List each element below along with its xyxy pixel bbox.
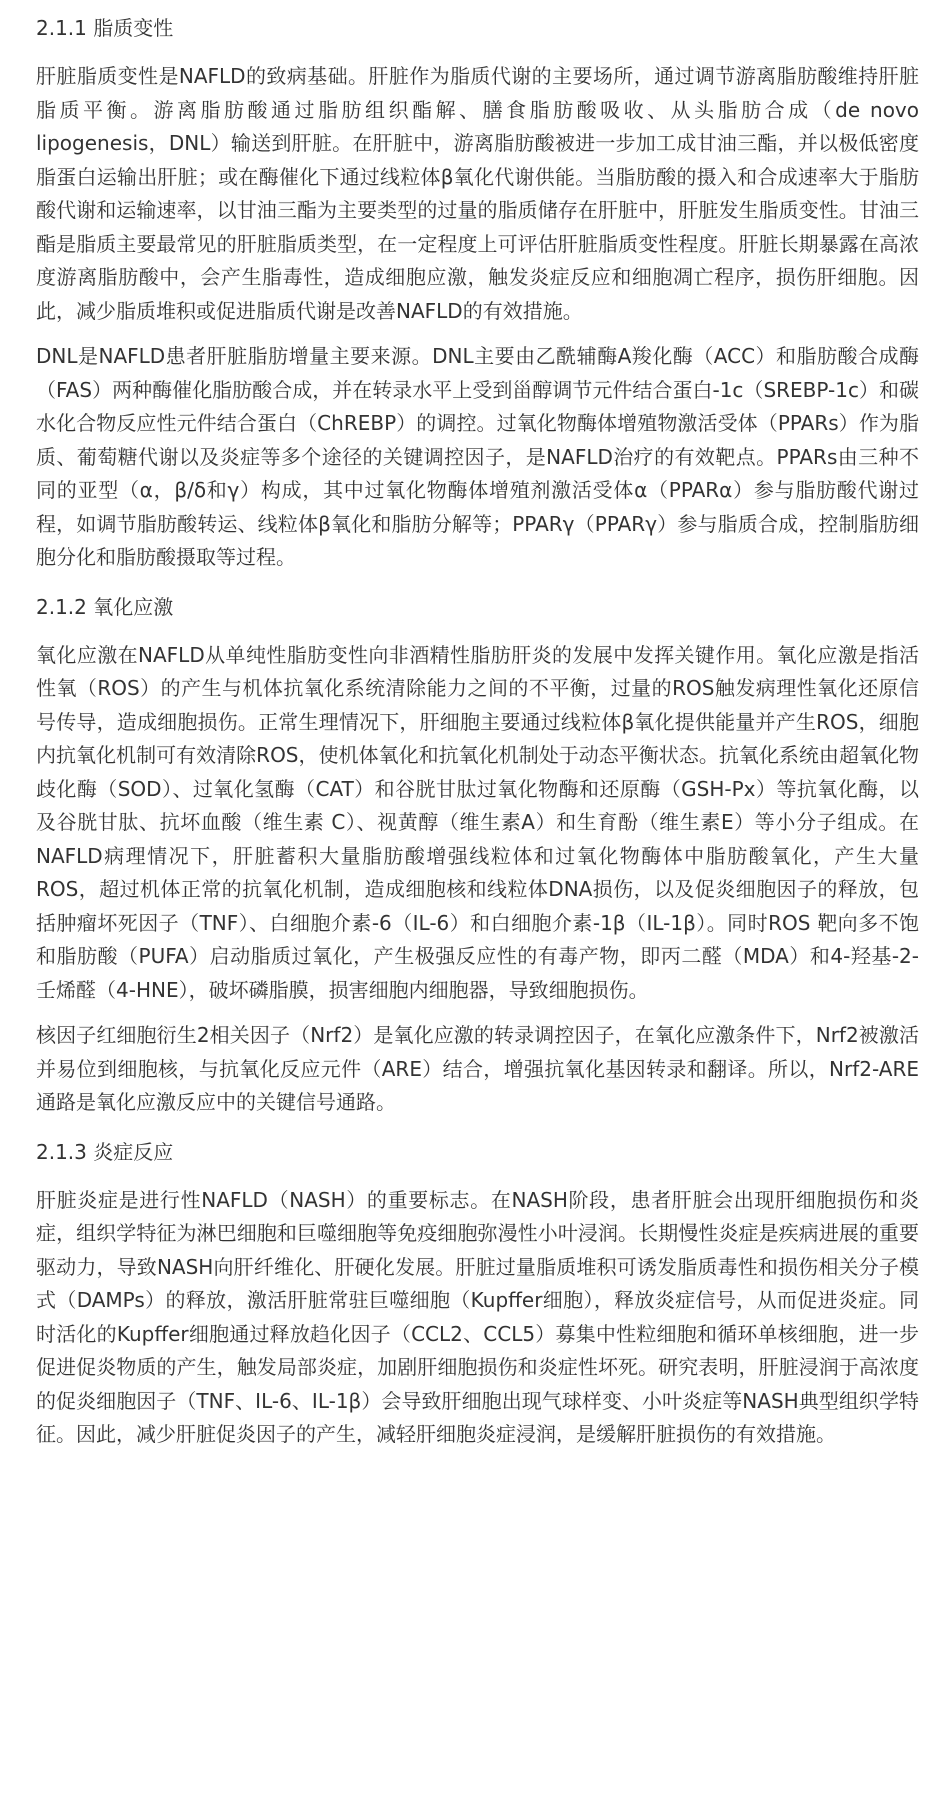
paragraph: 肝脏炎症是进行性NAFLD（NASH）的重要标志。在NASH阶段，患者肝脏会出现肝细胞损伤和炎症，组织学特征为淋巴细胞和巨噬细胞等免疫细胞弥漫性小叶浸润。长期慢性炎症是疾病进展的重要驱动力，导致NASH向肝纤维化、肝硬化发展。肝脏过量脂质堆积可诱发脂质毒性和损伤相关分子模式（DAMPs）的释放，激活肝脏常驻巨噬细胞（Kupffer细胞），释放炎症信号，从而促进炎症。同时活化的Kupffer细胞通过释放趋化因子（CCL2、CCL5）募集中性粒细胞和循环单核细胞，进一步促进促炎物质的产生，触发局部炎症，加剧肝细胞损伤和炎症性坏死。研究表明，肝脏浸润于高浓度的促炎细胞因子（TNF、IL-6、IL-1β）会导致肝细胞出现气球样变、小叶炎症等NASH典型组织学特征。因此，减少肝脏促炎因子的产生，减轻肝细胞炎症浸润，是缓解肝脏损伤的有效措施。 (36, 1187, 919, 1446)
paragraph: DNL是NAFLD患者肝脏脂肪增量主要来源。DNL主要由乙酰辅酶A羧化酶（ACC）和脂肪酸合成酶（FAS）两种酶催化脂肪酸合成，并在转录水平上受到甾醇调节元件结合蛋白-1c（SREBP-1c）和碳水化合物反应性元件结合蛋白（ChREBP）的调控。过氧化物酶体增殖物激活受体（PPARs）作为脂质、葡萄糖代谢以及炎症等多个途径的关键调控因子，是NAFLD治疗的有效靶点。PPARs由三种不同的亚型（α，β/δ和γ）构成，其中过氧化物酶体增殖剂激活受体α（PPARα）参与脂肪酸代谢过程，如调节脂肪酸转运、线粒体β氧化和脂肪分解等；PPARγ（PPARγ）参与脂质合成，控制脂肪细胞分化和脂肪酸摄取等过程。 (36, 344, 919, 569)
paragraph: 核因子红细胞衍生2相关因子（Nrf2）是氧化应激的转录调控因子，在氧化应激条件下，Nrf2被激活并易位到细胞核，与抗氧化反应元件（ARE）结合，增强抗氧化基因转录和翻译。所以，Nrf2-ARE通路是氧化应激反应中的关键信号通路。 (36, 1023, 919, 1114)
section-heading-oxidative-stress: 2.1.2 氧化应激 (36, 594, 174, 619)
paragraph: 肝脏脂质变性是NAFLD的致病基础。肝脏作为脂质代谢的主要场所，通过调节游离脂肪酸维持肝脏脂质平衡。游离脂肪酸通过脂肪组织酯解、膳食脂肪酸吸收、从头脂肪合成（de novo lipogenesis，DNL）输送到肝脏。在肝脏中，游离脂肪酸被进一步加工成甘油三酯，并以极低密度脂蛋白运输出肝脏；或在酶催化下通过线粒体β氧化代谢供能。当脂肪酸的摄入和合成速率大于脂肪酸代谢和运输速率，以甘油三酯为主要类型的过量的脂质储存在肝脏中，肝脏发生脂质变性。甘油三酯是脂质主要最常见的肝脏脂质类型，在一定程度上可评估肝脏脂质变性程度。肝脏长期暴露在高浓度游离脂肪酸中，会产生脂毒性，造成细胞应激，触发炎症反应和细胞凋亡程序，损伤肝细胞。因此，减少脂质堆积或促进脂质代谢是改善NAFLD的有效措施。 (36, 64, 919, 323)
section-heading-inflammation: 2.1.3 炎症反应 (36, 1139, 174, 1164)
section-heading-lipid-steatosis: 2.1.1 脂质变性 (36, 16, 174, 40)
paragraph: 氧化应激在NAFLD从单纯性脂肪变性向非酒精性脂肪肝炎的发展中发挥关键作用。氧化应激是指活性氧（ROS）的产生与机体抗氧化系统清除能力之间的不平衡，过量的ROS触发病理性氧化还原信号传导，造成细胞损伤。正常生理情况下，肝细胞主要通过线粒体β氧化提供能量并产生ROS，细胞内抗氧化机制可有效清除ROS，使机体氧化和抗氧化机制处于动态平衡状态。抗氧化系统由超氧化物歧化酶（SOD）、过氧化氢酶（CAT）和谷胱甘肽过氧化物酶和还原酶（GSH-Px）等抗氧化酶，以及谷胱甘肽、抗坏血酸（维生素 C）、视黄醇（维生素A）和生育酚（维生素E）等小分子组成。在NAFLD病理情况下，肝脏蓄积大量脂肪酸增强线粒体和过氧化物酶体中脂肪酸氧化，产生大量ROS，超过机体正常的抗氧化机制，造成细胞核和线粒体DNA损伤，以及促炎细胞因子的释放，包括肿瘤坏死因子（TNF）、白细胞介素-6（IL-6）和白细胞介素-1β（IL-1β）。同时ROS 靶向多不饱和脂肪酸（PUFA）启动脂质过氧化，产生极强反应性的有毒产物，即丙二醛（MDA）和4-羟基-2-壬烯醛（4-HNE），破坏磷脂膜，损害细胞内细胞器，导致细胞损伤。 (36, 642, 919, 1002)
